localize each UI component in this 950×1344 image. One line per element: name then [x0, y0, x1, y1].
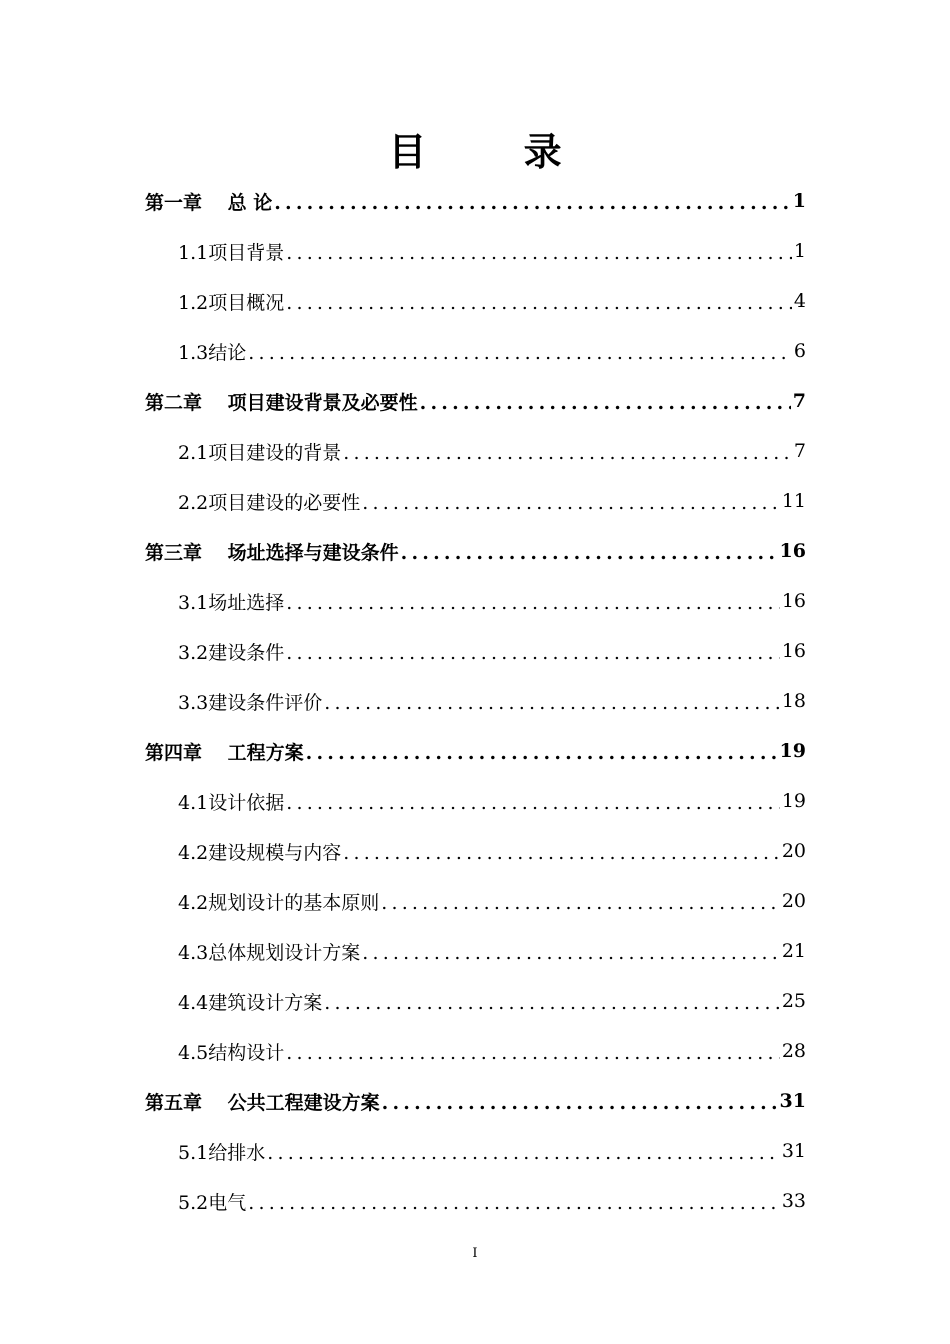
toc-entry-page: 31	[781, 1140, 806, 1162]
toc-leader	[286, 792, 780, 814]
toc-entry-label: 5.1给排水	[178, 1141, 266, 1164]
toc-entry-label: 第一章 总 论	[145, 191, 273, 214]
toc-entry[interactable]	[178, 876, 806, 926]
toc-leader	[286, 292, 792, 314]
toc-entry-page: 20	[781, 840, 806, 862]
toc-entry-page: 6	[793, 340, 806, 362]
toc-entry[interactable]	[145, 176, 806, 226]
toc-leader	[343, 442, 792, 464]
toc-entry[interactable]	[178, 976, 806, 1026]
toc-entry[interactable]	[178, 776, 806, 826]
toc-leader	[306, 742, 778, 764]
toc-entry-page: 18	[781, 690, 806, 712]
toc-entry-page: 21	[781, 940, 806, 962]
toc-leader	[286, 592, 780, 614]
toc-entry-label: 3.2建设条件	[178, 641, 285, 664]
toc-leader	[267, 1142, 780, 1164]
toc-entry[interactable]	[178, 676, 806, 726]
toc-leader	[401, 542, 778, 564]
toc-leader	[286, 1042, 780, 1064]
toc-entry-page: 4	[793, 290, 806, 312]
toc-entry[interactable]	[145, 1076, 806, 1126]
toc-entry-label: 3.1场址选择	[178, 591, 285, 614]
toc-entry[interactable]	[178, 826, 806, 876]
toc-entry-label: 5.2电气	[178, 1191, 247, 1214]
toc-entry-page: 16	[779, 540, 806, 562]
toc-entry-page: 1	[793, 240, 806, 262]
toc-entry-page: 7	[793, 440, 806, 462]
toc-entry[interactable]	[178, 476, 806, 526]
toc-entry[interactable]	[178, 226, 806, 276]
toc-entry-label: 4.5结构设计	[178, 1041, 285, 1064]
toc-leader	[248, 1192, 780, 1214]
toc-entry[interactable]	[178, 426, 806, 476]
toc-leader	[324, 692, 780, 714]
toc-entry[interactable]	[178, 276, 806, 326]
toc-entry[interactable]	[178, 626, 806, 676]
toc-entry[interactable]	[178, 1126, 806, 1176]
toc-entry-label: 第二章 项目建设背景及必要性	[145, 391, 418, 414]
toc-entry[interactable]	[178, 576, 806, 626]
toc-entry-label: 2.2项目建设的必要性	[178, 491, 361, 514]
toc-leader	[324, 992, 780, 1014]
toc-entry[interactable]	[145, 526, 806, 576]
toc-leader	[343, 842, 780, 864]
toc-entry-page: 28	[781, 1040, 806, 1062]
toc-entry-label: 第四章 工程方案	[145, 741, 304, 764]
toc-entry-page: 31	[779, 1090, 806, 1112]
toc-leader	[286, 242, 792, 264]
toc-entry-page: 20	[781, 890, 806, 912]
toc-leader	[286, 642, 780, 664]
toc-entry-label: 第三章 场址选择与建设条件	[145, 541, 399, 564]
toc-entry-page: 19	[781, 790, 806, 812]
toc-entry-label: 4.2规划设计的基本原则	[178, 891, 380, 914]
toc-entry[interactable]	[178, 326, 806, 376]
toc-leader	[362, 942, 780, 964]
toc-leader	[382, 1092, 778, 1114]
toc-leader	[248, 342, 792, 364]
toc-entry-label: 4.3总体规划设计方案	[178, 941, 361, 964]
toc-entry-page: 16	[781, 590, 806, 612]
toc-entry-page: 33	[781, 1190, 806, 1212]
toc-entry[interactable]	[178, 1026, 806, 1076]
toc-entry[interactable]	[178, 1176, 806, 1226]
toc-entry-label: 1.1项目背景	[178, 241, 285, 264]
toc-entry-page: 11	[781, 490, 806, 512]
toc-entry[interactable]	[178, 926, 806, 976]
toc-leader	[274, 192, 791, 214]
page-number-footer: I	[472, 1246, 478, 1261]
toc-entry-label: 2.1项目建设的背景	[178, 441, 342, 464]
toc-entry-page: 25	[781, 990, 806, 1012]
page-title: 目 录	[388, 129, 604, 174]
toc-entry-label: 1.3结论	[178, 341, 247, 364]
toc-entry[interactable]	[145, 376, 806, 426]
toc-leader	[381, 892, 780, 914]
toc-entry-page: 19	[779, 740, 806, 762]
toc-entry-label: 1.2项目概况	[178, 291, 285, 314]
toc-entry-label: 4.1设计依据	[178, 791, 285, 814]
toc-entry-page: 16	[781, 640, 806, 662]
toc-leader	[420, 392, 791, 414]
toc-entry[interactable]	[145, 726, 806, 776]
toc-entry-page: 1	[792, 190, 806, 212]
toc-entry-label: 第五章 公共工程建设方案	[145, 1091, 380, 1114]
toc-leader	[362, 492, 780, 514]
toc-entry-label: 3.3建设条件评价	[178, 691, 323, 714]
toc-entry-label: 4.2建设规模与内容	[178, 841, 342, 864]
toc-entry-page: 7	[792, 390, 806, 412]
toc-entry-label: 4.4建筑设计方案	[178, 991, 323, 1014]
